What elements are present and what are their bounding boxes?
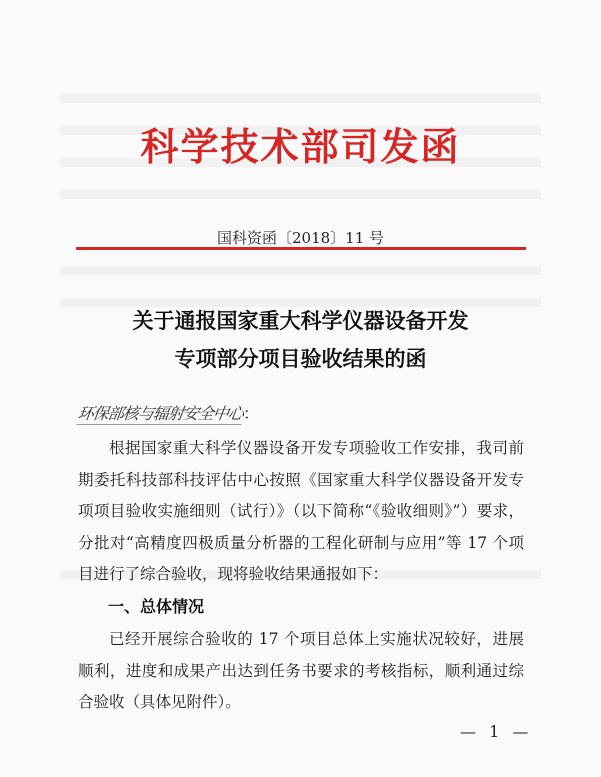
show-through-line	[60, 190, 541, 199]
show-through-line	[60, 94, 541, 103]
section-heading-overview: 一、总体情况	[108, 597, 205, 616]
document-number: 国科资函〔2018〕11 号	[216, 229, 385, 247]
body-paragraph-2: 已经开展综合验收的 17 个项目总体上实施状况较好，进展顺利，进度和成果产出达到任务书要求的考核指标，顺利通过综合验收（具体见附件）。	[78, 630, 524, 711]
document-title-line-2: 专项部分项目验收结果的函	[174, 346, 427, 371]
page-number: — 1 —	[460, 722, 533, 741]
handwritten-addressee: 环保部核与辐射安全中心	[76, 401, 244, 425]
document-title-line-1: 关于通报国家重大科学仪器设备开发	[132, 308, 469, 333]
body-paragraph-1: 根据国家重大科学仪器设备开发专项验收工作安排，我司前期委托科技部科技评估中心按照《国家重大科学仪器设备开发专项项目验收实施细则（试行）》（以下简称“《验收细则》”）要求，分批对“高精度四极质量分析器的工程化研制与应用”等 17 个项目进行了综合验收，现将验收结果通报如下：	[78, 439, 524, 583]
letterhead-divider	[76, 247, 526, 250]
show-through-line	[60, 266, 541, 275]
addressee	[78, 401, 259, 425]
letterhead-title: 科学技术部司发函	[140, 124, 461, 169]
addressee-colon: ：	[243, 404, 260, 423]
